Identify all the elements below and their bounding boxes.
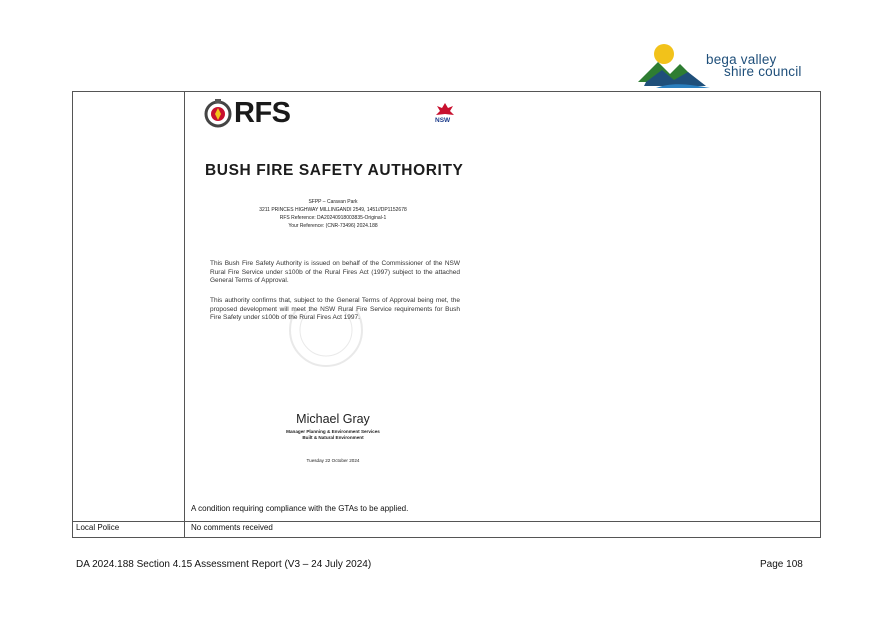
footer-page-number: Page 108: [760, 559, 803, 570]
rfs-label: RFS: [234, 97, 291, 129]
detail-line: RFS Reference: DA20240918003835-Original-1: [279, 215, 387, 221]
authority-paragraph-1: This Bush Fire Safety Authority is issued on behalf of the Commissioner of the NSW Rural Fire Service under s100b of the Rural Fires Act (1997) subject to the attached General Terms of Approval.: [210, 260, 460, 285]
council-logo: [636, 42, 816, 92]
nsw-label: NSW: [435, 117, 451, 124]
footer-report-title: DA 2024.188 Section 4.15 Assessment Report (V3 – 24 July 2024): [76, 559, 372, 570]
bush-fire-safety-certificate: [186, 92, 478, 498]
agency-cell: Local Police: [76, 523, 120, 532]
nsw-logo: [434, 102, 456, 128]
signer-title: Manager Planning & Environment Services: [286, 429, 380, 434]
condition-text: A condition requiring compliance with the GTAs to be applied.: [191, 504, 409, 513]
detail-line: Your Reference: (CNR-73496) 2024.188: [288, 223, 378, 229]
detail-line: 3211 PRINCES HIGHWAY MILLINGANDI 2549, 1451//DP1152678: [259, 207, 407, 213]
signer-department: Built & Natural Environment: [302, 435, 364, 440]
rfs-logo: [204, 97, 299, 131]
authority-paragraph-2: This authority confirms that, subject to the General Terms of Approval being met, the proposed development will meet the NSW Rural Fire Service requirements for Bush Fire Safety under s100b of the Rural Fires Act 1997.: [210, 297, 460, 322]
logo-text-line1: bega valley: [706, 52, 777, 67]
certificate-heading: BUSH FIRE SAFETY AUTHORITY: [205, 162, 464, 179]
signer-name: Michael Gray: [296, 412, 370, 426]
certificate-date: Tuesday 22 October 2024: [306, 458, 360, 463]
row-divider: [73, 521, 820, 522]
waratah-icon: [434, 102, 456, 118]
council-landscape-icon: [636, 42, 712, 90]
detail-line: SFPP – Caravan Park: [308, 199, 358, 205]
certificate-details: [204, 198, 462, 230]
rfs-crest-icon: [204, 97, 232, 131]
logo-text-line2: shire council: [724, 64, 802, 79]
column-divider: [184, 92, 185, 537]
comment-cell: No comments received: [191, 523, 273, 532]
